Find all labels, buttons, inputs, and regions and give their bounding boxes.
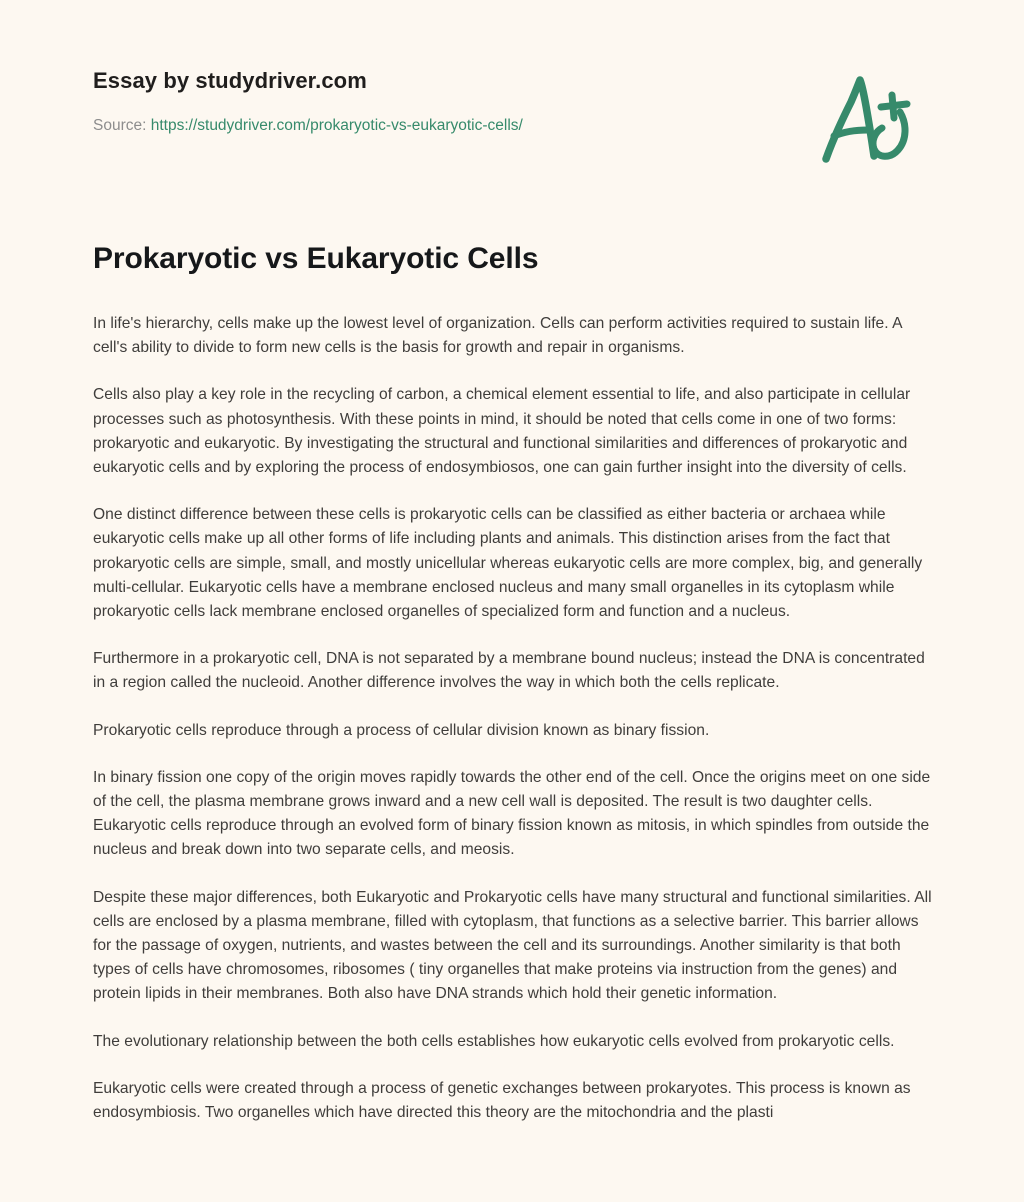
page-title: Prokaryotic vs Eukaryotic Cells xyxy=(93,242,539,275)
body-paragraph: Cells also play a key role in the recycling of carbon, a chemical element essential to life, and also participate in cellular processes such as photosynthesis. With these points in mind, it should be noted that cells come in one of two forms: prokaryotic and eukaryotic. By investigating the structural and functional similarities and differences of prokaryotic and eukaryotic cells and by exploring the process of endosymbiosos, one can gain further insight into the diversity of cells. xyxy=(93,386,911,477)
source-url-link[interactable]: https://studydriver.com/prokaryotic-vs-eukaryotic-cells/ xyxy=(150,117,523,134)
body-paragraph: One distinct difference between these cells is prokaryotic cells can be classified as either bacteria or archaea while eukaryotic cells make up all other forms of life including plants and animals. This distinction arises from the fact that prokaryotic cells are simple, small, and mostly unicellular whereas eukaryotic cells are more complex, big, and generally multi-cellular. Eukaryotic cells have a membrane enclosed nucleus and many small organelles in its cytoplasm while prokaryotic cells lack membrane enclosed organelles of specialized form and function and a nucleus. xyxy=(93,506,923,621)
a-plus-logo-icon xyxy=(812,68,916,168)
body-paragraph: In binary fission one copy of the origin moves rapidly towards the other end of the cell. Once the origins meet on one side of the cell, the plasma membrane grows inward and a new cell wall is deposited. The result is two daughter cells. Eukaryotic cells reproduce through an evolved form of binary fission known as mitosis, in which spindles from outside the nucleus and break down into two separate cells, and meosis. xyxy=(93,768,931,859)
body-paragraph: Furthermore in a prokaryotic cell, DNA is not separated by a membrane bound nucleus; instead the DNA is concentrated in a region called the nucleoid. Another difference involves the way in which both the cells replicate. xyxy=(93,650,925,692)
paragraph-list xyxy=(93,312,933,1125)
body-paragraph: The evolutionary relationship between the both cells establishes how eukaryotic cells evolved from prokaryotic cells. xyxy=(93,1032,895,1050)
brand-title: Essay by studydriver.com xyxy=(93,68,367,93)
article-body xyxy=(93,240,933,1125)
body-paragraph: Despite these major differences, both Eukaryotic and Prokaryotic cells have many structural and functional similarities. All cells are enclosed by a plasma membrane, filled with cytoplasm, that functions as a selective barrier. This barrier allows for the passage of oxygen, nutrients, and wastes between the cell and its surroundings. Another similarity is that both types of cells have chromosomes, ribosomes ( tiny organelles that make proteins via instruction from the genes) and protein lipids in their membranes. Both also have DNA strands which hold their genetic information. xyxy=(93,888,932,1003)
body-paragraph: Eukaryotic cells were created through a process of genetic exchanges between prokaryotes. This process is known as endosymbiosis. Two organelles which have directed this theory are the mitochondria and the plasti xyxy=(93,1079,911,1122)
body-paragraph: In life's hierarchy, cells make up the lowest level of organization. Cells can perform activities required to sustain life. A cell's ability to divide to form new cells is the basis for growth and repair in organisms. xyxy=(93,315,902,357)
body-paragraph: Prokaryotic cells reproduce through a process of cellular division known as binary fission. xyxy=(93,721,710,739)
source-label: Source: xyxy=(93,117,147,134)
